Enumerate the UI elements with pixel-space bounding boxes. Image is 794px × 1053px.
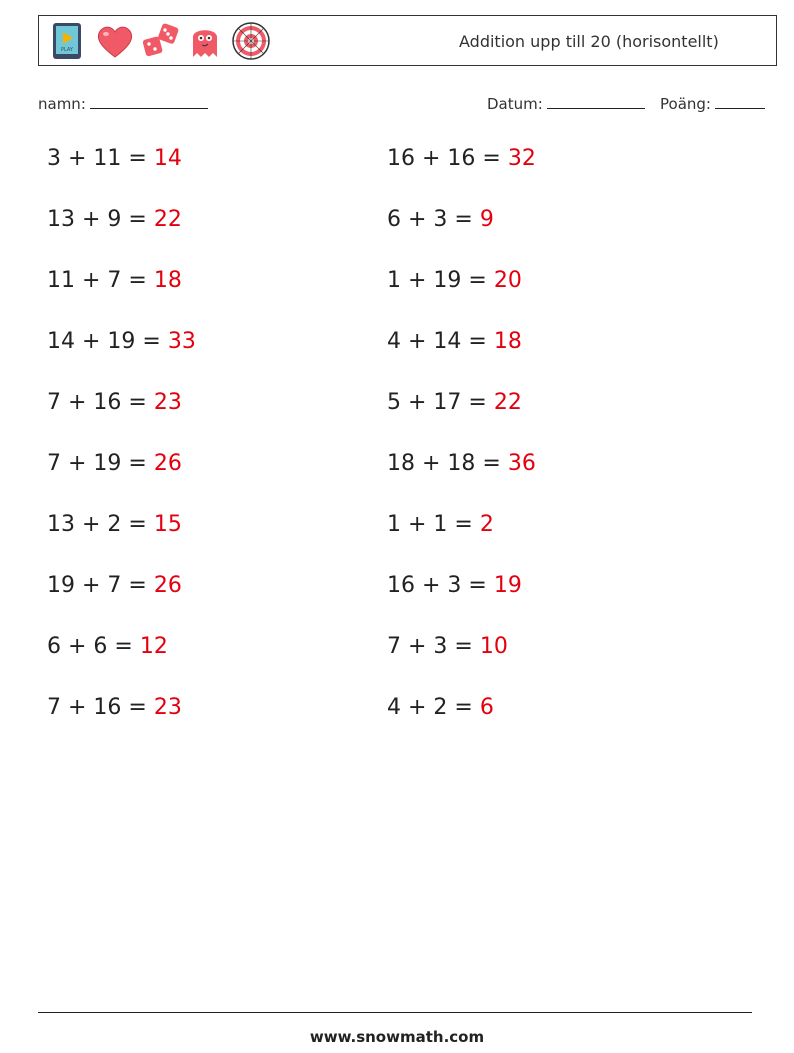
problem-answer: 14 <box>153 146 182 171</box>
ghost-icon <box>185 21 225 61</box>
problem-question: 1 + 19 = <box>387 268 487 293</box>
problem-item <box>47 573 182 598</box>
score-line[interactable] <box>715 94 765 109</box>
problem-item <box>47 634 168 659</box>
problem-question: 14 + 19 = <box>47 329 161 354</box>
dartboard-icon <box>231 21 271 61</box>
problem-question: 7 + 16 = <box>47 695 147 720</box>
problem-item <box>387 207 494 232</box>
score-label: Poäng: <box>660 95 711 113</box>
problem-answer: 22 <box>493 390 522 415</box>
name-field[interactable] <box>38 94 208 113</box>
problem-item <box>47 512 182 537</box>
problem-answer: 22 <box>153 207 182 232</box>
problem-question: 7 + 3 = <box>387 634 473 659</box>
score-field[interactable] <box>660 94 765 113</box>
problem-item <box>387 146 536 171</box>
problem-answer: 15 <box>153 512 182 537</box>
problem-item <box>387 512 494 537</box>
problem-question: 1 + 1 = <box>387 512 473 537</box>
dice-icon <box>141 21 181 61</box>
play-tablet-icon <box>47 21 87 61</box>
problem-item <box>387 695 494 720</box>
problem-question: 11 + 7 = <box>47 268 147 293</box>
problem-answer: 23 <box>153 390 182 415</box>
problem-item <box>47 146 182 171</box>
problem-answer: 23 <box>153 695 182 720</box>
problem-item <box>387 329 522 354</box>
worksheet-title: Addition upp till 20 (horisontellt) <box>459 32 719 51</box>
date-label: Datum: <box>487 95 543 113</box>
problem-answer: 12 <box>139 634 168 659</box>
play-label: PLAY <box>60 47 74 53</box>
problem-question: 6 + 3 = <box>387 207 473 232</box>
problem-answer: 26 <box>153 573 182 598</box>
problem-question: 7 + 19 = <box>47 451 147 476</box>
problem-item <box>47 695 182 720</box>
problem-item <box>47 207 182 232</box>
problem-question: 5 + 17 = <box>387 390 487 415</box>
problem-item <box>47 390 182 415</box>
problem-answer: 26 <box>153 451 182 476</box>
problem-answer: 10 <box>479 634 508 659</box>
problem-answer: 32 <box>507 146 536 171</box>
problem-answer: 18 <box>153 268 182 293</box>
date-field[interactable] <box>487 94 645 113</box>
problem-answer: 6 <box>479 695 494 720</box>
problem-question: 4 + 14 = <box>387 329 487 354</box>
problem-answer: 18 <box>493 329 522 354</box>
problem-question: 18 + 18 = <box>387 451 501 476</box>
problem-item <box>47 329 196 354</box>
problem-question: 13 + 2 = <box>47 512 147 537</box>
header-box <box>38 15 777 66</box>
problem-question: 19 + 7 = <box>47 573 147 598</box>
problem-item <box>387 451 536 476</box>
problem-item <box>47 268 182 293</box>
problem-question: 7 + 16 = <box>47 390 147 415</box>
problem-answer: 9 <box>479 207 494 232</box>
problem-answer: 36 <box>507 451 536 476</box>
problem-question: 16 + 16 = <box>387 146 501 171</box>
problem-item <box>387 634 508 659</box>
heart-icon <box>95 21 135 61</box>
name-label: namn: <box>38 95 86 113</box>
problem-question: 4 + 2 = <box>387 695 473 720</box>
problem-question: 6 + 6 = <box>47 634 133 659</box>
problem-question: 13 + 9 = <box>47 207 147 232</box>
problem-answer: 33 <box>167 329 196 354</box>
problem-item <box>387 390 522 415</box>
problem-answer: 2 <box>479 512 494 537</box>
problem-question: 3 + 11 = <box>47 146 147 171</box>
name-line[interactable] <box>90 94 208 109</box>
problem-item <box>47 451 182 476</box>
problem-item <box>387 573 522 598</box>
date-line[interactable] <box>547 94 645 109</box>
problem-answer: 19 <box>493 573 522 598</box>
problem-question: 16 + 3 = <box>387 573 487 598</box>
problem-answer: 20 <box>493 268 522 293</box>
footer-url: www.snowmath.com <box>309 1028 485 1046</box>
problem-item <box>387 268 522 293</box>
footer-rule <box>38 1012 752 1013</box>
